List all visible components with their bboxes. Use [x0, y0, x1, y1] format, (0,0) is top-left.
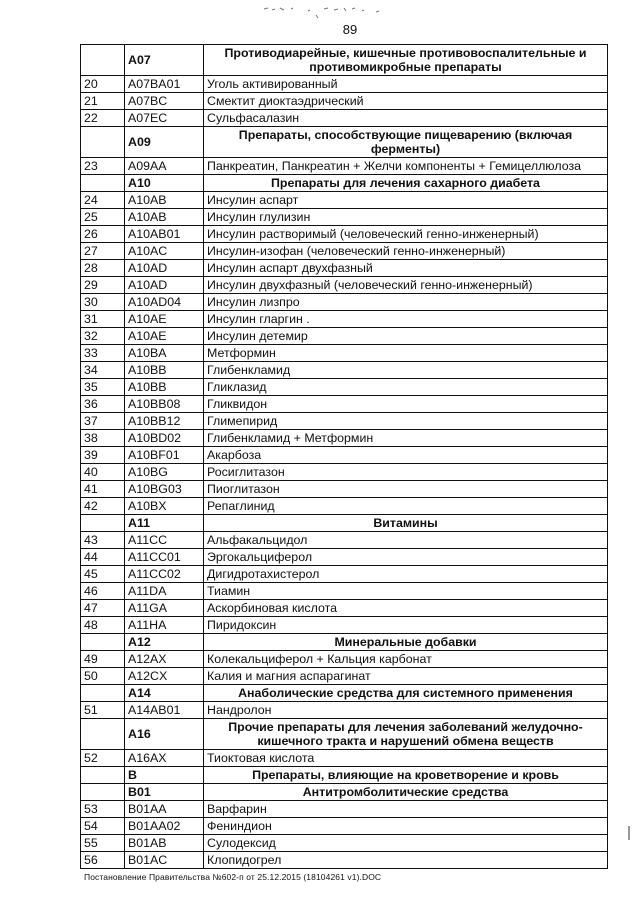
- atc-code: A11DA: [125, 583, 204, 600]
- table-row: [81, 260, 608, 277]
- row-number: 25: [81, 209, 125, 226]
- row-number: 45: [81, 566, 125, 583]
- row-number: [81, 175, 125, 192]
- row-number: [81, 784, 125, 801]
- row-number: 46: [81, 583, 125, 600]
- drug-name: Глибенкламид: [204, 362, 608, 379]
- drug-name: Глимепирид: [204, 413, 608, 430]
- row-number: 31: [81, 311, 125, 328]
- drug-name: Репаглинид: [204, 498, 608, 515]
- group-title: Противодиарейные, кишечные противовоспалительные и противомикробные препараты: [204, 45, 608, 76]
- drug-name: Сулодексид: [204, 835, 608, 852]
- atc-code: A10AE: [125, 328, 204, 345]
- table-row: [81, 835, 608, 852]
- drug-name: Аскорбиновая кислота: [204, 600, 608, 617]
- row-number: 28: [81, 260, 125, 277]
- atc-code: B01: [125, 784, 204, 801]
- table-row: [81, 464, 608, 481]
- table-row: [81, 702, 608, 719]
- drug-name: Тиоктовая кислота: [204, 750, 608, 767]
- drug-name: Тиамин: [204, 583, 608, 600]
- drug-name: Пиоглитазон: [204, 481, 608, 498]
- table-row: [81, 243, 608, 260]
- drug-name: Клопидогрел: [204, 852, 608, 869]
- row-number: 21: [81, 93, 125, 110]
- row-number: 35: [81, 379, 125, 396]
- row-number: 36: [81, 396, 125, 413]
- row-number: 27: [81, 243, 125, 260]
- atc-code: A12AX: [125, 651, 204, 668]
- drug-name: Уголь активированный: [204, 76, 608, 93]
- atc-code: A10BB12: [125, 413, 204, 430]
- document-footer: Постановление Правительства №602-п от 25.12.2015 (18104261 v1).DOC: [84, 872, 382, 882]
- atc-code: A10BF01: [125, 447, 204, 464]
- drug-name: Инсулин двухфазный (человеческий генно-инженерный): [204, 277, 608, 294]
- table-row: [81, 818, 608, 835]
- atc-code: A09AA: [125, 158, 204, 175]
- atc-code: A10BA: [125, 345, 204, 362]
- table-row: [81, 413, 608, 430]
- group-header-row: [81, 767, 608, 784]
- table-row: [81, 226, 608, 243]
- table-row: [81, 328, 608, 345]
- group-title: Анаболические средства для системного применения: [204, 685, 608, 702]
- drug-table: [80, 44, 608, 869]
- table-row: [81, 294, 608, 311]
- table-row: [81, 600, 608, 617]
- atc-code: A10AB: [125, 192, 204, 209]
- drug-table-body: [81, 45, 608, 869]
- row-number: 51: [81, 702, 125, 719]
- atc-code: A11HA: [125, 617, 204, 634]
- atc-code: A10BB08: [125, 396, 204, 413]
- drug-name: Панкреатин, Панкреатин + Желчи компоненты + Гемицеллюлоза: [204, 158, 608, 175]
- drug-name: Инсулин-изофан (человеческий генно-инженерный): [204, 243, 608, 260]
- group-title: Препараты, способствующие пищеварению (включая ферменты): [204, 127, 608, 158]
- table-row: [81, 345, 608, 362]
- row-number: 39: [81, 447, 125, 464]
- row-number: 34: [81, 362, 125, 379]
- table-row: [81, 447, 608, 464]
- row-number: [81, 634, 125, 651]
- row-number: 33: [81, 345, 125, 362]
- row-number: 56: [81, 852, 125, 869]
- row-number: 49: [81, 651, 125, 668]
- row-number: [81, 127, 125, 158]
- atc-code: B01AA02: [125, 818, 204, 835]
- row-number: 32: [81, 328, 125, 345]
- group-header-row: [81, 784, 608, 801]
- table-row: [81, 549, 608, 566]
- drug-name: Акарбоза: [204, 447, 608, 464]
- table-row: [81, 430, 608, 447]
- group-header-row: [81, 515, 608, 532]
- row-number: 54: [81, 818, 125, 835]
- atc-code: A11: [125, 515, 204, 532]
- atc-code: A10BB: [125, 362, 204, 379]
- drug-name: Альфакальцидол: [204, 532, 608, 549]
- row-number: 48: [81, 617, 125, 634]
- table-row: [81, 668, 608, 685]
- atc-code: B01AA: [125, 801, 204, 818]
- atc-code: A07BC: [125, 93, 204, 110]
- table-row: [81, 651, 608, 668]
- drug-name: Гликлазид: [204, 379, 608, 396]
- atc-code: A10: [125, 175, 204, 192]
- table-row: [81, 379, 608, 396]
- row-number: 26: [81, 226, 125, 243]
- atc-code: A10AE: [125, 311, 204, 328]
- drug-name: Инсулин аспарт: [204, 192, 608, 209]
- scan-marks: [258, 2, 408, 20]
- table-row: [81, 93, 608, 110]
- atc-code: A10AD: [125, 260, 204, 277]
- row-number: 30: [81, 294, 125, 311]
- atc-code: A11CC01: [125, 549, 204, 566]
- group-header-row: [81, 634, 608, 651]
- atc-code: A11CC: [125, 532, 204, 549]
- drug-name: Нандролон: [204, 702, 608, 719]
- drug-name: Инсулин аспарт двухфазный: [204, 260, 608, 277]
- atc-code: A10BG03: [125, 481, 204, 498]
- drug-name: Гликвидон: [204, 396, 608, 413]
- atc-code: B: [125, 767, 204, 784]
- atc-code: A10BG: [125, 464, 204, 481]
- group-header-row: [81, 127, 608, 158]
- atc-code: A14: [125, 685, 204, 702]
- row-number: 38: [81, 430, 125, 447]
- group-title: Антитромболитические средства: [204, 784, 608, 801]
- table-row: [81, 801, 608, 818]
- table-row: [81, 532, 608, 549]
- group-header-row: [81, 719, 608, 750]
- drug-name: Сульфасалазин: [204, 110, 608, 127]
- group-header-row: [81, 45, 608, 76]
- row-number: 40: [81, 464, 125, 481]
- row-number: 43: [81, 532, 125, 549]
- table-row: [81, 158, 608, 175]
- table-row: [81, 76, 608, 93]
- atc-code: A10BB: [125, 379, 204, 396]
- atc-code: A14AB01: [125, 702, 204, 719]
- table-row: [81, 362, 608, 379]
- row-number: 50: [81, 668, 125, 685]
- drug-name: Пиридоксин: [204, 617, 608, 634]
- row-number: [81, 767, 125, 784]
- atc-code: A11GA: [125, 600, 204, 617]
- table-row: [81, 311, 608, 328]
- row-number: 20: [81, 76, 125, 93]
- atc-code: A16AX: [125, 750, 204, 767]
- group-header-row: [81, 175, 608, 192]
- drug-name: Дигидротахистерол: [204, 566, 608, 583]
- atc-code: A07BA01: [125, 76, 204, 93]
- drug-name: Инсулин гларгин .: [204, 311, 608, 328]
- table-row: [81, 617, 608, 634]
- row-number: 53: [81, 801, 125, 818]
- atc-code: A10AD: [125, 277, 204, 294]
- drug-name: Варфарин: [204, 801, 608, 818]
- row-number: 24: [81, 192, 125, 209]
- row-number: 22: [81, 110, 125, 127]
- table-row: [81, 750, 608, 767]
- row-number: [81, 719, 125, 750]
- atc-code: A10BX: [125, 498, 204, 515]
- drug-name: Фениндион: [204, 818, 608, 835]
- atc-code: A12CX: [125, 668, 204, 685]
- row-number: 37: [81, 413, 125, 430]
- atc-code: B01AB: [125, 835, 204, 852]
- atc-code: A07: [125, 45, 204, 76]
- row-number: 29: [81, 277, 125, 294]
- row-number: 41: [81, 481, 125, 498]
- row-number: [81, 45, 125, 76]
- drug-name: Калия и магния аспарагинат: [204, 668, 608, 685]
- table-row: [81, 110, 608, 127]
- table-row: [81, 192, 608, 209]
- table-row: [81, 583, 608, 600]
- group-title: Препараты, влияющие на кроветворение и кровь: [204, 767, 608, 784]
- drug-name: Колекальциферол + Кальция карбонат: [204, 651, 608, 668]
- row-number: [81, 685, 125, 702]
- row-number: 55: [81, 835, 125, 852]
- drug-name: Глибенкламид + Метформин: [204, 430, 608, 447]
- row-number: 52: [81, 750, 125, 767]
- atc-code: A10AD04: [125, 294, 204, 311]
- group-title: Препараты для лечения сахарного диабета: [204, 175, 608, 192]
- table-row: [81, 481, 608, 498]
- drug-name: Росиглитазон: [204, 464, 608, 481]
- atc-code: A11CC02: [125, 566, 204, 583]
- row-number: 23: [81, 158, 125, 175]
- drug-name: Инсулин растворимый (человеческий генно-инженерный): [204, 226, 608, 243]
- drug-name: Инсулин детемир: [204, 328, 608, 345]
- table-row: [81, 498, 608, 515]
- drug-name: Метформин: [204, 345, 608, 362]
- atc-code: A12: [125, 634, 204, 651]
- group-header-row: [81, 685, 608, 702]
- group-title: Минеральные добавки: [204, 634, 608, 651]
- atc-code: A07EC: [125, 110, 204, 127]
- table-row: [81, 852, 608, 869]
- table-row: [81, 209, 608, 226]
- row-number: [81, 515, 125, 532]
- group-title: Прочие препараты для лечения заболеваний желудочно-кишечного тракта и нарушений обмена веществ: [204, 719, 608, 750]
- row-number: 42: [81, 498, 125, 515]
- atc-code: A16: [125, 719, 204, 750]
- atc-code: B01AC: [125, 852, 204, 869]
- group-title: Витамины: [204, 515, 608, 532]
- scan-edge-mark: [628, 826, 630, 840]
- atc-code: A10BD02: [125, 430, 204, 447]
- atc-code: A10AB: [125, 209, 204, 226]
- table-row: [81, 396, 608, 413]
- table-row: [81, 566, 608, 583]
- page-number: 89: [342, 22, 358, 37]
- atc-code: A10AC: [125, 243, 204, 260]
- row-number: 44: [81, 549, 125, 566]
- table-row: [81, 277, 608, 294]
- row-number: 47: [81, 600, 125, 617]
- drug-name: Эргокальциферол: [204, 549, 608, 566]
- drug-name: Смектит диоктаэдрический: [204, 93, 608, 110]
- drug-name: Инсулин глулизин: [204, 209, 608, 226]
- drug-name: Инсулин лизпро: [204, 294, 608, 311]
- atc-code: A10AB01: [125, 226, 204, 243]
- atc-code: A09: [125, 127, 204, 158]
